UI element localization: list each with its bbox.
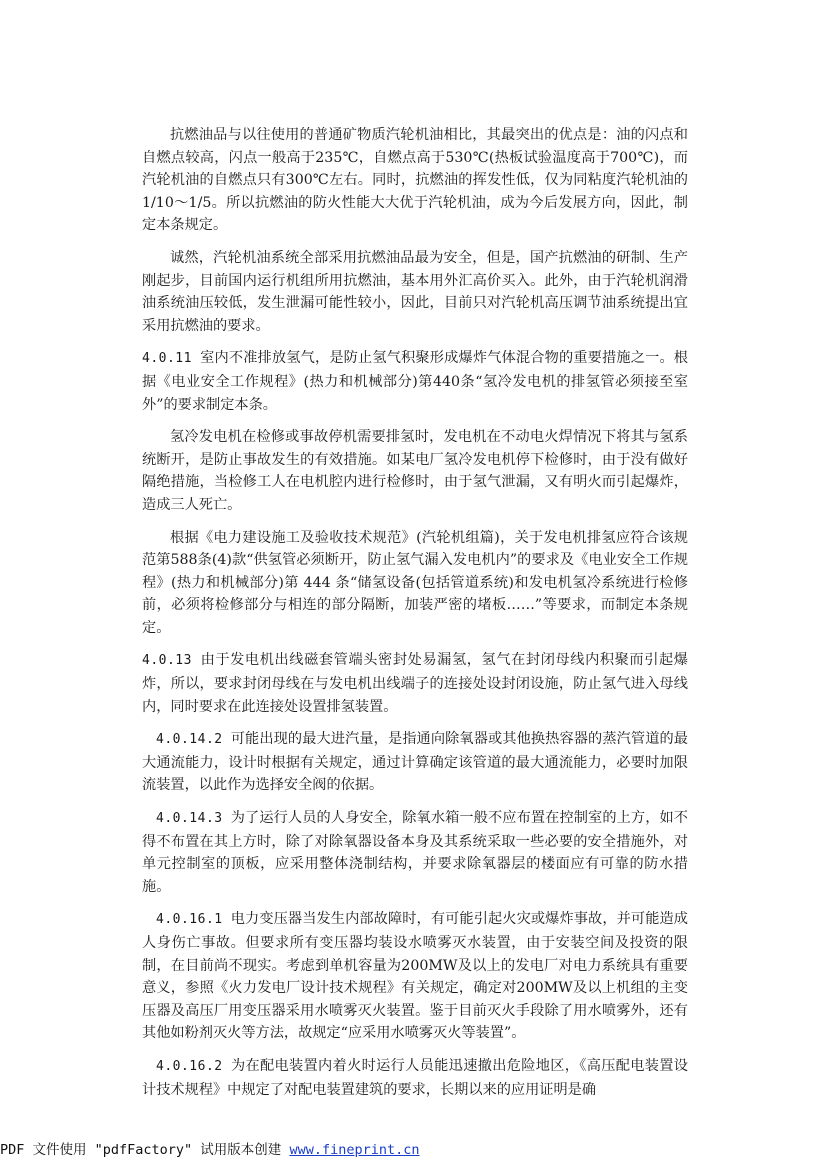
clause-4-0-13: 4.0.13 由于发电机出线磁套管端头密封处易漏氢，氢气在封闭母线内积聚而引起爆炸，所以，要求封闭母线在与发电机出线端子的连接处设封闭设施，防止氢气进入母线内，同时要求在此连接处设置排氢装置。 xyxy=(142,652,688,715)
clause-number: 4.0.16.2 xyxy=(156,1058,223,1074)
footer-link[interactable]: www.fineprint.cn xyxy=(289,1142,420,1158)
paragraph-5: 根据《电力建设施工及验收技术规范》(汽轮机组篇)，关于发电机排氢应符合该规范第588条(4)款“供氢管必须断开，防止氢气漏入发电机内”的要求及《电业安全工作规程》(热力和机械部分)第 444 条“储氢设备(包括管道系统)和发电机氢冷系统进行检修前，必须将检修部分与相连的部分隔断，加装严密的堵板……”等要求，而制定本条规定。 xyxy=(142,529,688,636)
clause-number: 4.0.13 xyxy=(142,653,192,669)
footer-text: PDF 文件使用 "pdfFactory" 试用版本创建 xyxy=(0,1142,290,1158)
clause-number: 4.0.14.3 xyxy=(156,811,223,827)
clause-4-0-16-2: 4.0.16.2 为在配电装置内着火时运行人员能迅速撤出危险地区，《高压配电装置设计技术规程》中规定了对配电装置建筑的要求，长期以来的应用证明是确 xyxy=(142,1057,688,1098)
clause-number: 4.0.16.1 xyxy=(156,912,223,928)
paragraph-4: 氢冷发电机在检修或事故停机需要排氢时，发电机在不动电火焊情况下将其与氢系统断开，是防止事故发生的有效措施。如某电厂氢冷发电机停下检修时，由于没有做好隔绝措施，当检修工人在电机腔内进行检修时，由于氢气泄漏，又有明火而引起爆炸，造成三人死亡。 xyxy=(142,429,688,513)
pdf-footer xyxy=(0,1138,560,1158)
clause-number: 4.0.14.2 xyxy=(156,732,223,748)
clause-number: 4.0.11 xyxy=(142,351,192,367)
paragraph-2: 诚然，汽轮机油系统全部采用抗燃油品最为安全，但是，国产抗燃油的研制、生产刚起步，目前国内运行机组所用抗燃油，基本用外汇高价买入。此外，由于汽轮机润滑油系统油压较低，发生泄漏可能性较小，因此，目前只对汽轮机高压调节油系统提出宜采用抗燃油的要求。 xyxy=(142,249,688,334)
clause-4-0-11: 4.0.11 室内不准排放氢气，是防止氢气积聚形成爆炸气体混合物的重要措施之一。根据《电业安全工作规程》(热力和机械部分)第440条“氢冷发电机的排氢管必须接至室外”的要求制定本条。 xyxy=(142,350,688,413)
document-body xyxy=(142,124,688,1111)
clause-4-0-16-1: 4.0.16.1 电力变压器当发生内部故障时，有可能引起火灾或爆炸事故，并可能造成人身伤亡事故。但要求所有变压器均装设水喷雾灭水装置，由于安装空间及投资的限制，在目前尚不现实。考虑到单机容量为200MW及以上的发电厂对电力系统具有重要意义，参照《火力发电厂设计技术规程》有关规定，确定对200MW及以上机组的主变压器及高压厂用变压器采用水喷雾灭火装置。鉴于目前灭火手段除了用水喷雾外，还有其他如粉剂灭火等方法，故规定“应采用水喷雾灭火等装置”。 xyxy=(142,911,688,1042)
clause-4-0-14-3: 4.0.14.3 为了运行人员的人身安全，除氧水箱一般不应布置在控制室的上方，如不得不布置在其上方时，除了对除氧器设备本身及其系统采取一些必要的安全措施外，对单元控制室的顶板，应采用整体浇制结构，并要求除氧器层的楼面应有可靠的防水措施。 xyxy=(142,810,688,895)
clause-4-0-14-2: 4.0.14.2 可能出现的最大进汽量，是指通向除氧器或其他换热容器的蒸汽管道的最大通流能力，设计时根据有关规定，通过计算确定该管道的最大通流能力，必要时加限流装置，以此作为选择安全阀的依据。 xyxy=(142,731,688,794)
paragraph-1: 抗燃油品与以往使用的普通矿物质汽轮机油相比，其最突出的优点是：油的闪点和自燃点较高，闪点一般高于235℃，自燃点高于530℃(热板试验温度高于700℃)，而汽轮机油的自燃点只有300℃左右。同时，抗燃油的挥发性低，仅为同粘度汽轮机油的1/10～1/5。所以抗燃油的防火性能大大优于汽轮机油，成为今后发展方向，因此，制定本条规定。 xyxy=(142,127,688,234)
